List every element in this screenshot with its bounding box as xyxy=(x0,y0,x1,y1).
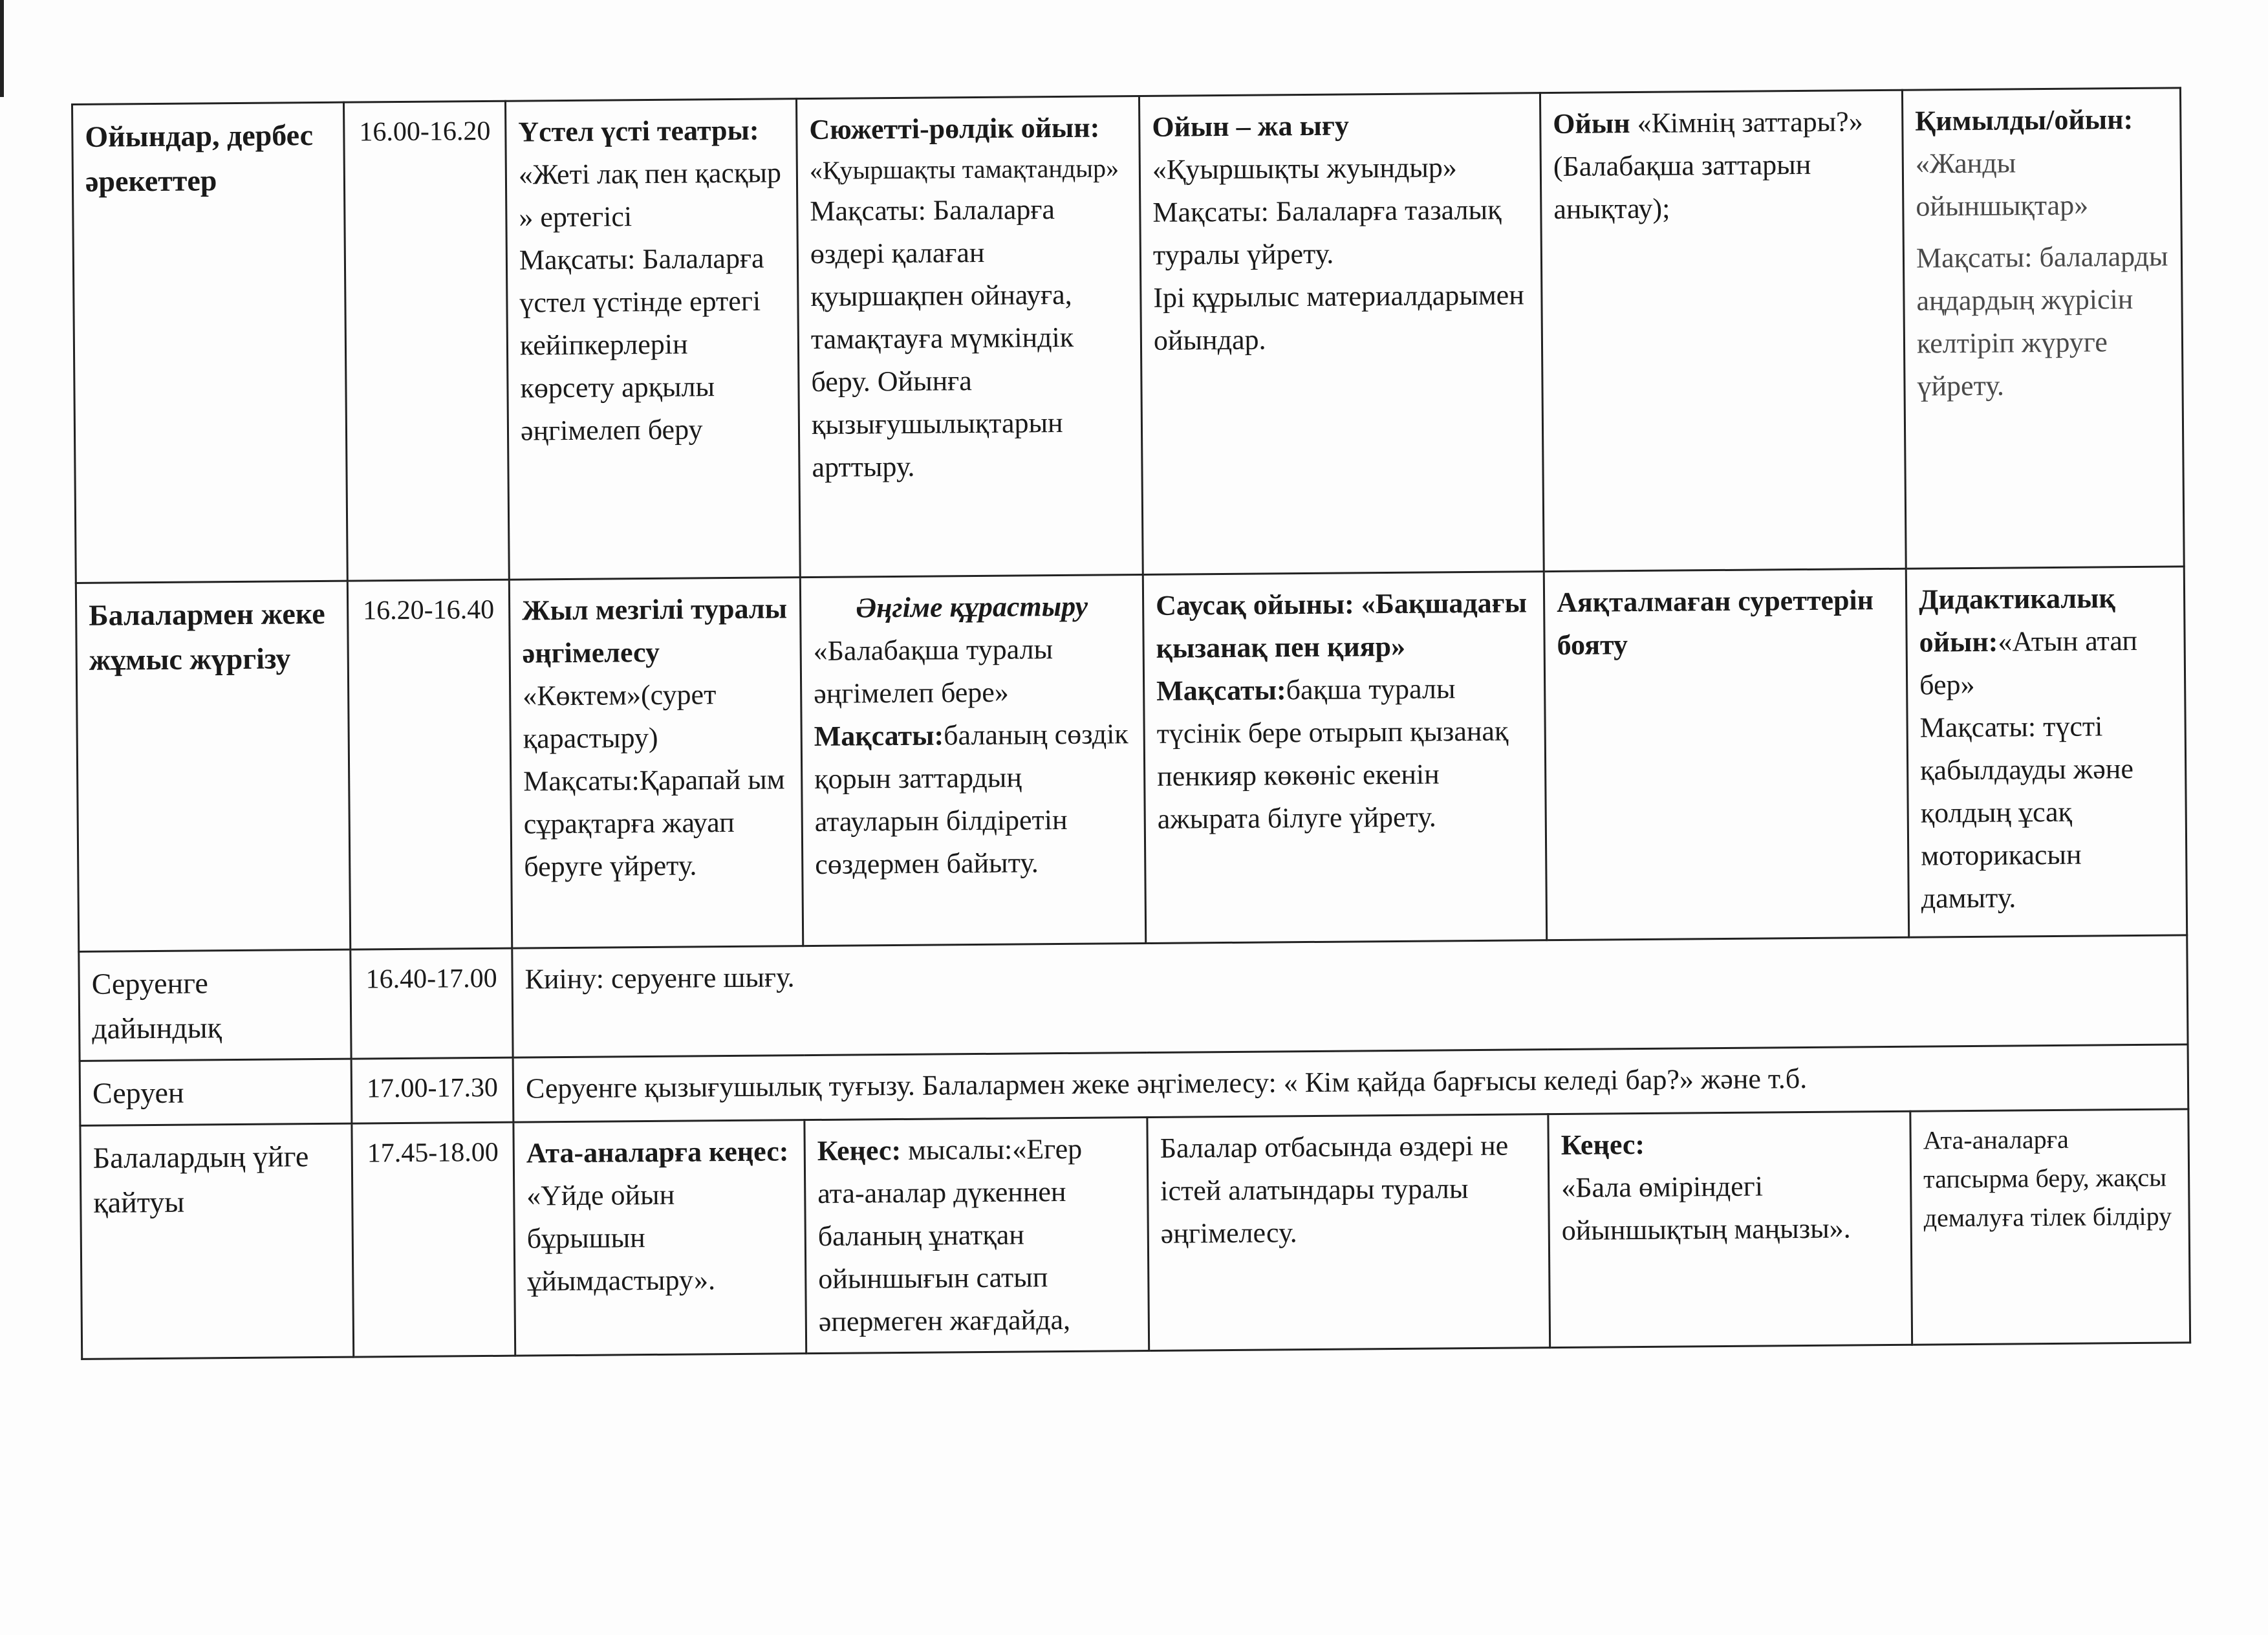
activity-title: Әңгіме құрастыру xyxy=(856,590,1088,624)
activity-title: Жыл мезгілі туралы әңгімелесу xyxy=(521,592,788,669)
activity-line: Мақсаты:Қарапай ым сұрақтарға жауап беруге үйрету. xyxy=(523,763,785,883)
wide-cell: Серуенге қызығушылық туғызу. Балалармен жеке әңгімелесу: « Кім қайда барғысы келеді бар?» және т.б. xyxy=(513,1045,2188,1122)
activity-title: Кеңес: xyxy=(1561,1128,1645,1161)
activity-cell xyxy=(1910,1109,2190,1345)
activity-line: Мақсаты: Балаларға өздері қалаған қуыршақпен ойнауға, тамақтауға мүмкіндік беру. Ойынға қызығушылықтарын арттыру. xyxy=(810,193,1074,484)
activity-title: Үстел үсті театры: xyxy=(518,114,759,148)
activity-line: Мақсаты: балаларды аңдардың жүрісін келтіріп жүруге үйрету. xyxy=(1916,240,2168,402)
activity-cell xyxy=(1544,568,1908,940)
activity-cell xyxy=(509,578,803,949)
activity-title: Саусақ ойыны: «Бақшадағы қызанақ пен қияр» xyxy=(1155,587,1528,664)
goal-label: Мақсаты: xyxy=(814,719,944,753)
activity-line: «Қуыршақты тамақтандыр» xyxy=(809,153,1119,186)
wide-cell: Киіну: серуенге шығу. xyxy=(512,935,2188,1057)
scan-edge xyxy=(0,0,4,97)
activity-cell xyxy=(1902,88,2184,568)
activity-title: Ойын xyxy=(1553,107,1630,140)
activity-line: Мақсаты: Балаларға үстел үстінде ертегі кейіпкерлерін көрсету арқылы әңгімелеп беру xyxy=(519,242,764,447)
row-label: Ойындар, дербес әрекеттер xyxy=(72,102,348,583)
activity-line: Мақсаты: түсті қабылдауды және қолдың ұсақ моторикасын дамыту. xyxy=(1919,710,2134,915)
activity-line: «Бала өміріндегі ойыншықтың маңызы». xyxy=(1561,1170,1851,1246)
activity-line: Ата-аналарға тапсырма беру, жақсы демалуға тілек білдіру xyxy=(1923,1124,2172,1233)
table-row xyxy=(76,567,2187,952)
activity-cell xyxy=(1143,572,1546,944)
activity-title: Қимылды/ойын: xyxy=(1915,103,2133,137)
activity-cell xyxy=(1548,1111,1912,1347)
activity-line: «Жанды ойыншықтар» xyxy=(1915,147,2089,222)
activity-title: Сюжетті-рөлдік ойын: xyxy=(809,111,1100,146)
activity-cell xyxy=(796,96,1143,578)
table-row xyxy=(72,88,2185,583)
activity-title: Кеңес: xyxy=(817,1134,902,1167)
table-row xyxy=(79,935,2188,1061)
activity-cell xyxy=(800,575,1145,946)
goal-text: баланың сөздік қорын заттардың атауларын білдіретін сөздермен байыту. xyxy=(814,718,1129,881)
activity-cell xyxy=(1540,90,1906,571)
activity-cell xyxy=(505,99,800,580)
row-label: Балалармен жеке жұмыс жүргізу xyxy=(76,581,350,951)
activity-line: «Жеті лақ пен қасқыр » ертегісі xyxy=(518,157,782,233)
time-cell: 17.00-17.30 xyxy=(351,1057,513,1123)
goal-text: бақша туралы түсінік бере отырып қызанақ пенкияр көкөніс екенін ажырата білуге үйрету. xyxy=(1156,673,1509,835)
activity-line: «Кімнің заттары?» (Балабақша заттарын анықтау); xyxy=(1553,105,1863,226)
activity-cell xyxy=(1906,567,2187,937)
activity-line: Ірі құрылыс материалдарымен ойындар. xyxy=(1153,279,1524,356)
table-row xyxy=(80,1109,2190,1359)
row-label: Серуенге дайындық xyxy=(79,949,351,1061)
activity-cell xyxy=(805,1117,1149,1353)
activity-line: мысалы:«Егер ата-аналар дүкеннен баланың ұнатқан ойыншығын сатып әпермеген жағдайда, xyxy=(817,1132,1083,1337)
activity-title: Ойын – жа ығу xyxy=(1152,109,1350,143)
activity-title: Дидактикалық ойын: xyxy=(1918,582,2115,658)
activity-title: Ата-аналарға кеңес: xyxy=(526,1135,789,1169)
goal-label: Мақсаты: xyxy=(1156,674,1286,707)
time-cell: 16.00-16.20 xyxy=(343,101,509,581)
activity-title: Аяқталмаған суреттерін бояту xyxy=(1556,584,1874,661)
time-cell: 17.45-18.00 xyxy=(352,1122,515,1357)
activity-line: «Көктем»(сурет қарастыру) xyxy=(523,678,717,755)
row-label: Балалардың үйге қайтуы xyxy=(80,1123,354,1359)
activity-line: «Балабақша туралы әңгімелеп бере» xyxy=(813,633,1053,710)
time-cell: 16.20-16.40 xyxy=(347,579,512,949)
activity-line: «Үйде ойын бұрышын ұйымдастыру». xyxy=(526,1178,716,1297)
activity-cell xyxy=(1139,93,1544,575)
time-cell: 16.40-17.00 xyxy=(351,948,513,1059)
activity-line: «Қуыршықты жуындыр» xyxy=(1152,151,1458,186)
activity-line: Мақсаты: Балаларға тазалық туралы үйрету. xyxy=(1152,193,1502,271)
schedule-sheet xyxy=(71,87,2189,1360)
activity-cell xyxy=(1147,1114,1550,1351)
row-label: Серуен xyxy=(80,1059,352,1125)
activity-cell xyxy=(513,1120,806,1356)
activity-subtitle: «Атын атап бер» xyxy=(1919,624,2138,701)
schedule-table xyxy=(71,87,2191,1360)
activity-line: Балалар отбасында өздері не істей алатындары туралы әңгімелесу. xyxy=(1160,1129,1509,1250)
